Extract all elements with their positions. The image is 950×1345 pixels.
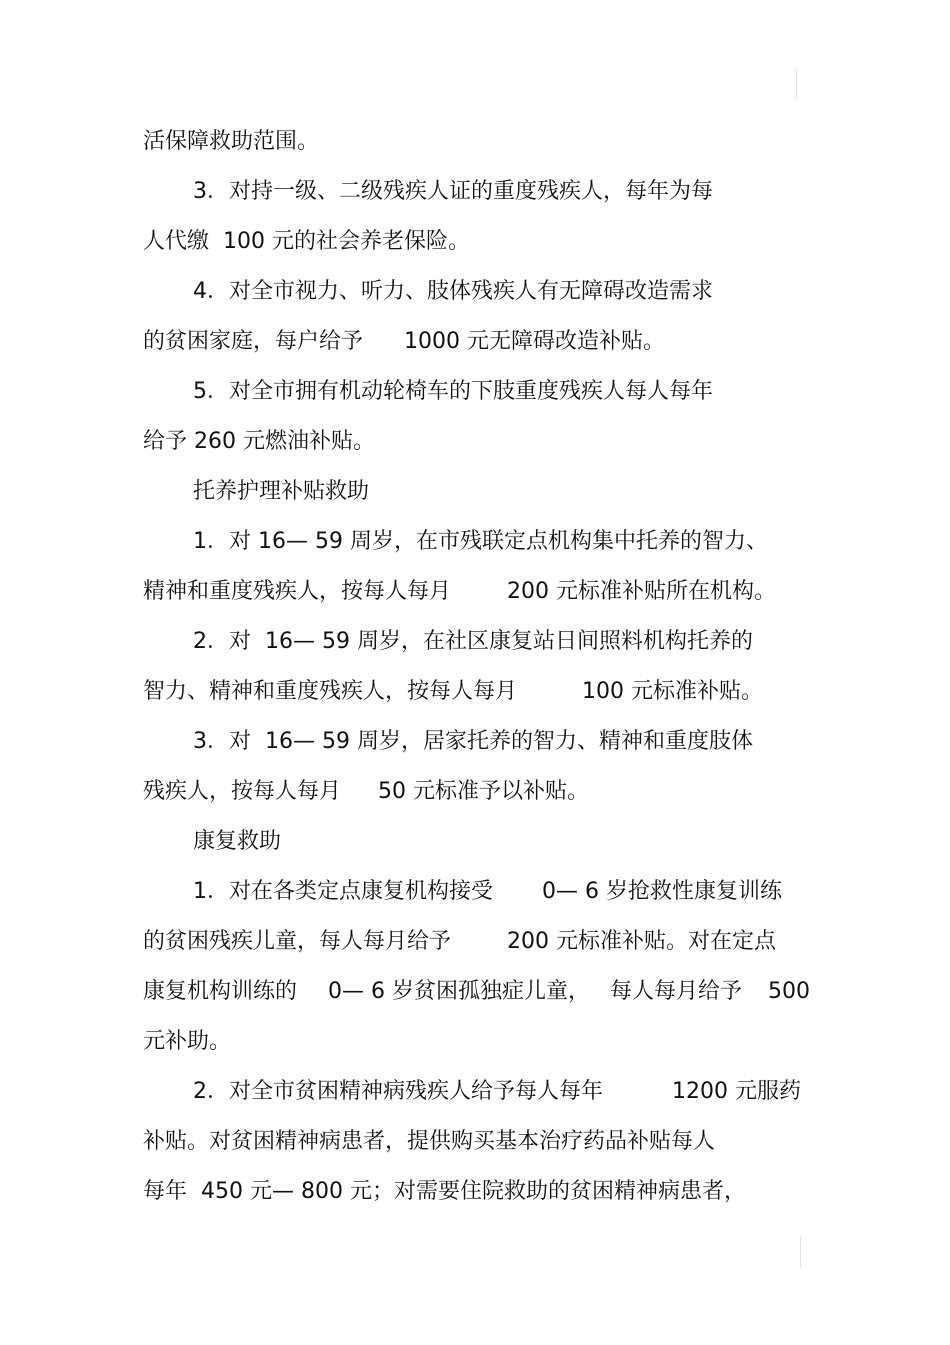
text-segment: 3．对 16— 59 周岁，居家托养的智力、精神和重度肢体	[193, 729, 753, 754]
text-segment: 2．对 16— 59 周岁，在社区康复站日间照料机构托养的	[193, 629, 753, 654]
text-segment: 智力、精神和重度残疾人，按每人每月	[143, 679, 518, 704]
text-segment: 100 元标准补贴。	[582, 679, 763, 704]
text-segment: 给予 260 元燃油补贴。	[143, 429, 375, 454]
text-segment: 人代缴 100 元的社会养老保险。	[143, 229, 470, 254]
text-segment: 元补助。	[143, 1029, 232, 1054]
section-heading-care	[0, 474, 950, 510]
text-segment: 2．对全市贫困精神病残疾人给予每人每年	[193, 1079, 603, 1104]
text-line-22	[0, 1174, 950, 1210]
text-line-13	[0, 724, 950, 760]
text-segment: 康复救助	[193, 829, 282, 854]
text-segment: 的贫困家庭，每户给予	[143, 329, 364, 354]
text-segment: 托养护理补贴救助	[193, 479, 370, 504]
text-segment: 1200 元服药	[672, 1079, 801, 1104]
text-segment: 1．对在各类定点康复机构接受	[193, 879, 493, 904]
text-segment: 补贴。对贫困精神病患者，提供购买基本治疗药品补贴每人	[143, 1129, 716, 1154]
text-line-18	[0, 974, 950, 1010]
text-line-1	[0, 124, 950, 160]
text-segment: 50 元标准予以补贴。	[378, 779, 589, 804]
text-line-7	[0, 424, 950, 460]
text-line-5	[0, 324, 950, 360]
text-line-9	[0, 524, 950, 560]
text-segment: 每年 450 元— 800 元；对需要住院救助的贫困精神病患者，	[143, 1179, 746, 1204]
text-segment: 康复机构训练的	[143, 979, 298, 1004]
text-segment: 残疾人，按每人每月	[143, 779, 342, 804]
text-line-3	[0, 224, 950, 260]
text-segment: 500	[768, 979, 810, 1004]
text-segment: 活保障救助范围。	[143, 129, 320, 154]
text-segment: 200 元标准补贴。对在定点	[507, 929, 776, 954]
corner-mark-bottom	[800, 1236, 801, 1268]
text-segment: 每人每月给予	[610, 979, 743, 1004]
section-heading-rehab	[0, 824, 950, 860]
text-line-6	[0, 374, 950, 410]
text-segment: 200 元标准补贴所在机构。	[507, 579, 776, 604]
text-segment: 3．对持一级、二级残疾人证的重度残疾人，每年为每	[193, 179, 713, 204]
text-segment: 4．对全市视力、听力、肢体残疾人有无障碍改造需求	[193, 279, 713, 304]
text-line-16	[0, 874, 950, 910]
text-line-14	[0, 774, 950, 810]
text-segment: 0— 6 岁抢救性康复训练	[542, 879, 782, 904]
text-line-12	[0, 674, 950, 710]
text-line-21	[0, 1124, 950, 1160]
text-line-17	[0, 924, 950, 960]
text-line-10	[0, 574, 950, 610]
text-line-11	[0, 624, 950, 660]
text-segment: 0— 6 岁贫困孤独症儿童，	[328, 979, 590, 1004]
text-line-19	[0, 1024, 950, 1060]
text-segment: 的贫困残疾儿童，每人每月给予	[143, 929, 452, 954]
text-line-20	[0, 1074, 950, 1110]
text-segment: 1．对 16— 59 周岁，在市残联定点机构集中托养的智力、	[193, 529, 768, 554]
text-segment: 1000 元无障碍改造补贴。	[404, 329, 665, 354]
text-segment: 精神和重度残疾人，按每人每月	[143, 579, 452, 604]
text-segment: 5．对全市拥有机动轮椅车的下肢重度残疾人每人每年	[193, 379, 713, 404]
text-line-4	[0, 274, 950, 310]
corner-mark-top	[796, 68, 797, 100]
text-line-2	[0, 174, 950, 210]
